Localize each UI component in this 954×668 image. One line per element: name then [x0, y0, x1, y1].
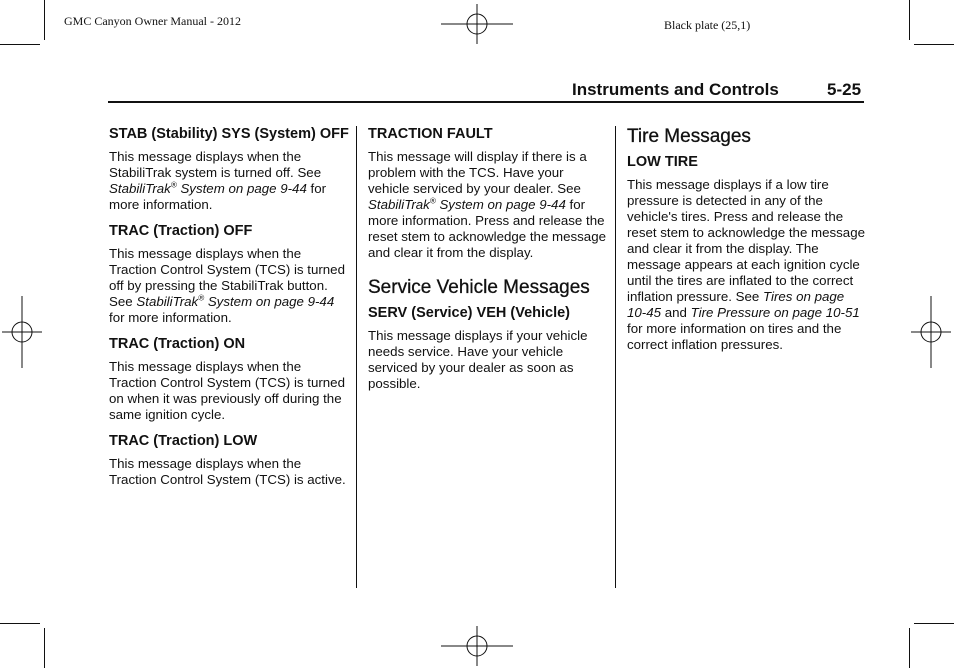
crop-mark	[914, 44, 954, 45]
page-number: 5-25	[827, 80, 862, 99]
registration-mark-bottom-icon	[441, 626, 513, 666]
trac-low-heading: TRAC (Traction) LOW	[109, 433, 258, 449]
crop-mark	[909, 0, 910, 40]
serv-veh-paragraph: This message displays if your vehicle needs service. Have your vehicle serviced by your dealer as soon as possible.	[368, 328, 588, 391]
tire-messages-title: Tire Messages	[627, 126, 751, 147]
low-tire-paragraph: This message displays if a low tire pressure is detected in any of the vehicle's tires. Press and release the reset stem to acknowledge the message and clear it from the display. The message appears at each ignition cycle until the tires are inflated to the correct inflation pressure. See Tires on page 10-45 and Tire Pressure on page 10-51 for more information on tires and the correct inflation pressures.	[627, 177, 865, 352]
registration-mark-left-icon	[2, 296, 42, 368]
tires-reference: Tires on page 10-45	[627, 289, 845, 320]
stabilitrak-reference: StabiliTrak® System on page 9-44	[136, 293, 335, 309]
trac-on-heading: TRAC (Traction) ON	[109, 336, 246, 352]
low-tire-heading: LOW TIRE	[627, 154, 698, 170]
stabilitrak-reference: StabiliTrak® System on page 9-44	[109, 180, 307, 196]
crop-mark	[0, 623, 40, 624]
crop-mark	[914, 623, 954, 624]
header-rule	[108, 101, 864, 103]
crop-mark	[909, 628, 910, 668]
stab-heading: STAB (Stability) SYS (System) OFF	[109, 126, 349, 142]
stabilitrak-reference: StabiliTrak® System on page 9-44	[368, 196, 566, 212]
service-vehicle-title: Service Vehicle Messages	[368, 277, 590, 298]
tire-pressure-reference: Tire Pressure on page 10-51	[690, 305, 860, 320]
trac-on-paragraph: This message displays when the Traction Control System (TCS) is turned on when it was previously off during the same ignition cycle.	[109, 359, 345, 422]
traction-fault-paragraph: This message will display if there is a problem with the TCS. Have your vehicle serviced by your dealer. See StabiliTrak® System on page 9-44 for more information. Press and release the reset stem to acknowledge the message and clear it from the display.	[368, 149, 606, 260]
section-title: Instruments and Controls	[572, 80, 779, 99]
plate-label: Black plate (25,1)	[664, 18, 751, 32]
column-2	[368, 126, 608, 402]
column-divider	[615, 126, 616, 588]
column-divider	[356, 126, 357, 588]
column-1	[109, 126, 349, 498]
stab-paragraph: This message displays when the StabiliTrak system is turned off. See StabiliTrak® System on page 9-44 for more information.	[109, 149, 327, 212]
crop-mark	[44, 0, 45, 40]
serv-veh-heading: SERV (Service) VEH (Vehicle)	[368, 305, 571, 321]
registration-mark-top-icon	[441, 4, 513, 44]
trac-off-heading: TRAC (Traction) OFF	[109, 223, 253, 239]
traction-fault-heading: TRACTION FAULT	[368, 126, 493, 142]
trac-low-paragraph: This message displays when the Traction Control System (TCS) is active.	[109, 456, 346, 487]
column-3	[627, 126, 867, 363]
registration-mark-right-icon	[911, 296, 951, 368]
crop-mark	[0, 44, 40, 45]
trac-off-paragraph: This message displays when the Traction Control System (TCS) is turned off by pressing the StabiliTrak button. See StabiliTrak® System on page 9-44 for more information.	[109, 246, 345, 325]
book-title: GMC Canyon Owner Manual - 2012	[64, 14, 241, 28]
crop-mark	[44, 628, 45, 668]
